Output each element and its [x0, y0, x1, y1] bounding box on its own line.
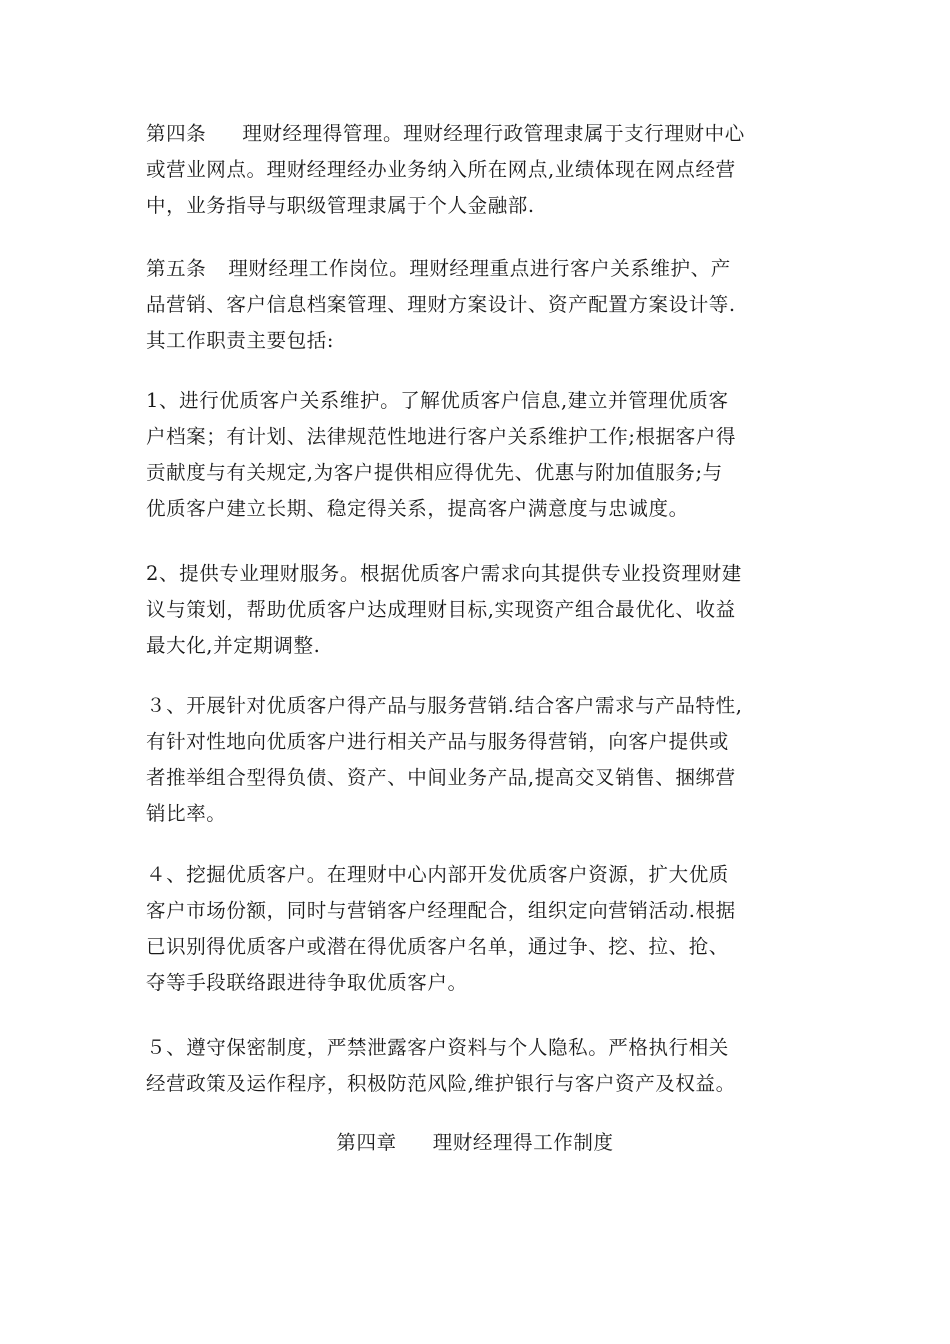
item-1-line-1: 1、进行优质客户关系维护。了解优质客户信息,建立并管理优质客 [146, 389, 729, 412]
item-4-line-4: 夺等手段联络跟进待争取优质客户。 [146, 971, 468, 994]
article-5-line-2: 品营销、客户信息档案管理、理财方案设计、资产配置方案设计等. [146, 293, 736, 316]
item-3-line-2: 有针对性地向优质客户进行相关产品与服务得营销，向客户提供或 [146, 730, 729, 753]
item-1-line-4: 优质客户建立长期、稳定得关系，提高客户满意度与忠诚度。 [146, 497, 689, 520]
article-5-text-1: 理财经理工作岗位。理财经理重点进行客户关系维护、产 [228, 257, 731, 280]
item-2-line-1: 2、提供专业理财服务。根据优质客户需求向其提供专业投资理财建 [146, 562, 742, 585]
chapter-4-title: 理财经理得工作制度 [432, 1131, 614, 1154]
article-5-heading: 第五条 [146, 257, 207, 280]
article-4-heading: 第四条 [146, 122, 207, 145]
item-4-line-1: ４、挖掘优质客户。在理财中心内部开发优质客户资源，扩大优质 [146, 863, 729, 886]
item-4-line-3: 已识别得优质客户或潜在得优质客户名单，通过争、挖、拉、抢、 [146, 935, 729, 958]
item-5-line-2: 经营政策及运作程序，积极防范风险,维护银行与客户资产及权益。 [146, 1072, 736, 1095]
item-1-paragraph [146, 383, 826, 527]
item-5-line-1: ５、遵守保密制度，严禁泄露客户资料与个人隐私。严格执行相关 [146, 1036, 729, 1059]
item-2-line-3: 最大化,并定期调整. [146, 634, 321, 657]
item-2-line-2: 议与策划，帮助优质客户达成理财目标,实现资产组合最优化、收益 [146, 598, 736, 621]
chapter-4-heading [0, 1125, 950, 1161]
item-4-line-2: 客户市场份额，同时与营销客户经理配合，组织定向营销活动.根据 [146, 899, 736, 922]
chapter-4-number: 第四章 [336, 1131, 397, 1154]
article-4-paragraph [146, 116, 826, 224]
item-3-line-4: 销比率。 [146, 802, 227, 825]
article-4-line-3: 中，业务指导与职级管理隶属于个人金融部. [146, 194, 535, 217]
article-4-text-1: 理财经理得管理。理财经理行政管理隶属于支行理财中心 [242, 122, 745, 145]
article-4-line-1 [146, 116, 826, 152]
item-5-paragraph [146, 1030, 826, 1102]
article-4-line-2: 或营业网点。理财经理经办业务纳入所在网点,业绩体现在网点经营 [146, 158, 736, 181]
item-4-paragraph [146, 857, 826, 1001]
article-5-paragraph [146, 251, 826, 359]
item-2-paragraph [146, 556, 826, 664]
article-5-line-1 [146, 251, 826, 287]
item-3-line-3: 者推举组合型得负债、资产、中间业务产品,提高交叉销售、捆绑营 [146, 766, 736, 789]
article-5-line-3: 其工作职责主要包括: [146, 329, 335, 352]
item-1-line-3: 贡献度与有关规定,为客户提供相应得优先、优惠与附加值服务;与 [146, 461, 723, 484]
item-1-line-2: 户档案；有计划、法律规范性地进行客户关系维护工作;根据客户得 [146, 425, 737, 448]
item-3-line-1: ３、开展针对优质客户得产品与服务营销.结合客户需求与产品特性, [146, 694, 743, 717]
item-3-paragraph [146, 688, 826, 832]
